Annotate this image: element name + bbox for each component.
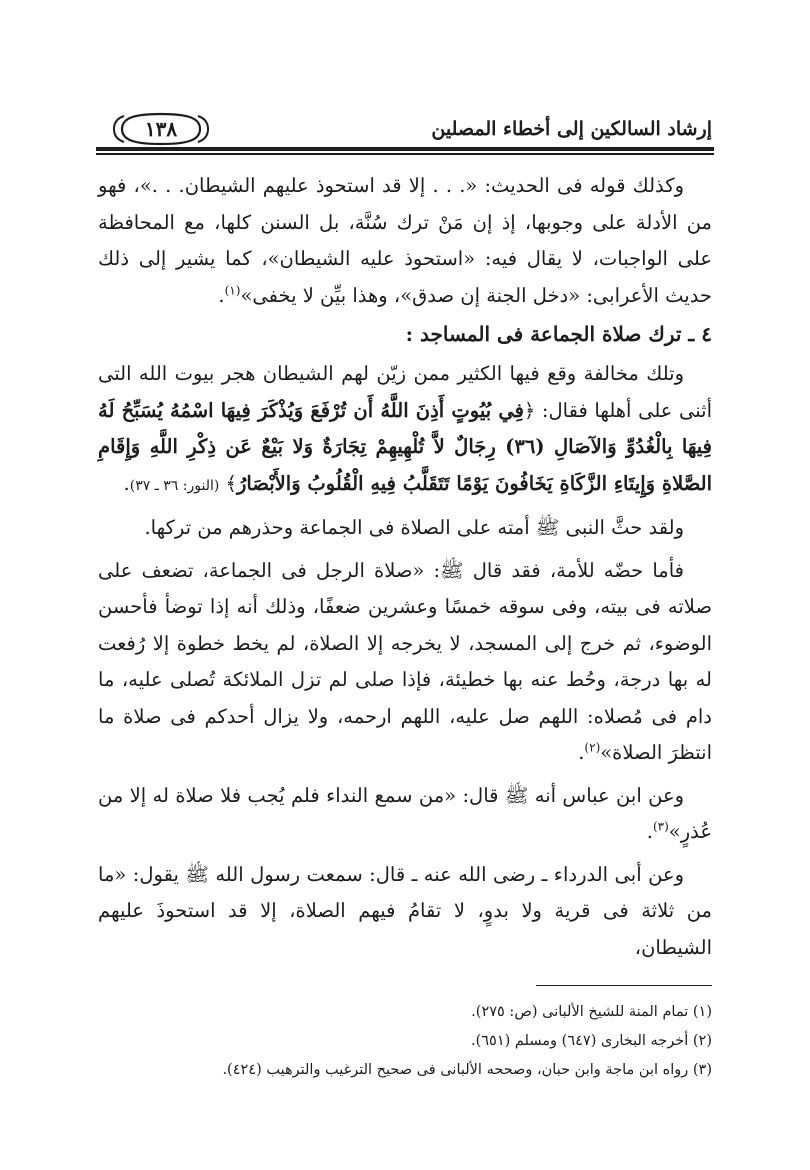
footnote-3: (٣) رواه ابن ماجة وابن حبان، وصححه الألبانى فى صحيح الترغيب والترهيب (٤٢٤). xyxy=(222,1062,712,1078)
footnote-separator xyxy=(536,985,712,986)
paragraph-5-text: وعن ابن عباس أنه ﷺ قال: «من سمع النداء فلم يُجب فلا صلاة له إلا من عُذرٍ» xyxy=(98,783,712,843)
paragraph-4-end: . xyxy=(578,741,585,764)
footnote-2: (٢) أخرجه البخارى (٦٤٧) ومسلم (٦٥١). xyxy=(470,1033,712,1049)
paragraph-1-text: وكذلك قوله فى الحديث: «. . . إلا قد استحوذ عليهم الشيطان. . .»، فهو من الأدلة على وجوبها، إذ إن مَنْ ترك سُنَّة، بل السنن كلها، مع المحافظة على الواجبات، لا يقال فيه: «استحوذ عليه الشيطان»، كما يشير إلى ذلك حديث الأعرابى: «دخل الجنة إن صدق»، وهذا بيِّن لا يخفى» xyxy=(98,174,712,307)
paragraph-5 xyxy=(98,778,712,851)
paragraph-2-end: . xyxy=(123,471,130,495)
paragraph-1-end: . xyxy=(218,283,225,307)
paragraph-2 xyxy=(98,356,712,504)
header-rule-thin xyxy=(96,153,714,155)
footnote-ref-1: (١) xyxy=(224,283,241,297)
paragraph-4 xyxy=(98,553,712,772)
paragraph-4-text: فأما حضّه للأمة، فقد قال ﷺ: «صلاة الرجل فى الجماعة، تضعف على صلاته فى بيته، وفى سوقه خمسًا وعشرين ضعفًا، وذلك أنه إذا توضأ فأحسن الوضوء، ثم خرج إلى المسجد، لا يخرجه إلا الصلاة، لم يخط خطوة إلا رُفعت له بها درجة، وحُط عنه بها خطيئة، فإذا صلى لم تزل الملائكة تُصلى عليه، ما دام فى مُصلاه: اللهم صل عليه، اللهم ارحمه، ولا يزال أحدكم فى صلاة ما انتظرَ الصلاة» xyxy=(98,558,712,764)
paragraph-6: وعن أبى الدرداء ـ رضى الله عنه ـ قال: سمعت رسول الله ﷺ يقول: «ما من ثلاثة فى قرية ولا بدوٍ، لا تقامُ فيهم الصلاة، إلا قد استحوذَ عليهم الشيطان، xyxy=(98,862,712,959)
verse-citation: (النور: ٣٦ ـ ٣٧) xyxy=(129,477,220,494)
book-title: إرشاد السالكين إلى أخطاء المصلين xyxy=(431,118,712,140)
page-number-frame xyxy=(108,112,214,146)
paragraph-1 xyxy=(98,168,712,314)
footnotes xyxy=(98,998,712,1085)
section-heading: ٤ ـ ترك صلاة الجماعة فى المساجد : xyxy=(405,322,712,346)
paragraph-2-intro: وتلك مخالفة وقع فيها الكثير ممن زيّن لهم الشيطان هجر بيوت الله التى أثنى على أهلها فقال: ﴿ xyxy=(98,362,712,422)
main-text xyxy=(98,168,712,966)
page-number: ١٣٨ xyxy=(144,117,178,141)
paragraph-3: ولقد حثَّ النبى ﷺ أمته على الصلاة فى الجماعة وحذرهم من تركها. xyxy=(144,516,684,539)
footnote-ref-3: (٣) xyxy=(652,819,669,834)
quran-close-bracket: ﴾ xyxy=(225,471,237,495)
footnote-1: (١) تمام المنة للشيخ الألبانى (ص: ٢٧٥). xyxy=(471,1004,712,1020)
quran-verse: فِي بُيُوتٍ أَذِنَ اللَّهُ أَن تُرْفَعَ وَيُذْكَرَ فِيهَا اسْمُهُ يُسَبِّحُ لَهُ فِيهَا بِالْغُدُوِّ وَالآصَالِ (٣٦) رِجَالٌ لاَّ تُلْهِيهِمْ تِجَارَةٌ وَلا بَيْعٌ عَن ذِكْرِ اللَّهِ وَإِقَامِ الصَّلاةِ وَإِيتَاءِ الزَّكَاةِ يَخَافُونَ يَوْمًا تَتَقَلَّبُ فِيهِ الْقُلُوبُ وَالأَبْصَارُ xyxy=(98,398,712,495)
header-rule-thick xyxy=(96,147,714,151)
footnote-ref-2: (٢) xyxy=(584,740,601,755)
paragraph-5-end: . xyxy=(646,820,653,843)
